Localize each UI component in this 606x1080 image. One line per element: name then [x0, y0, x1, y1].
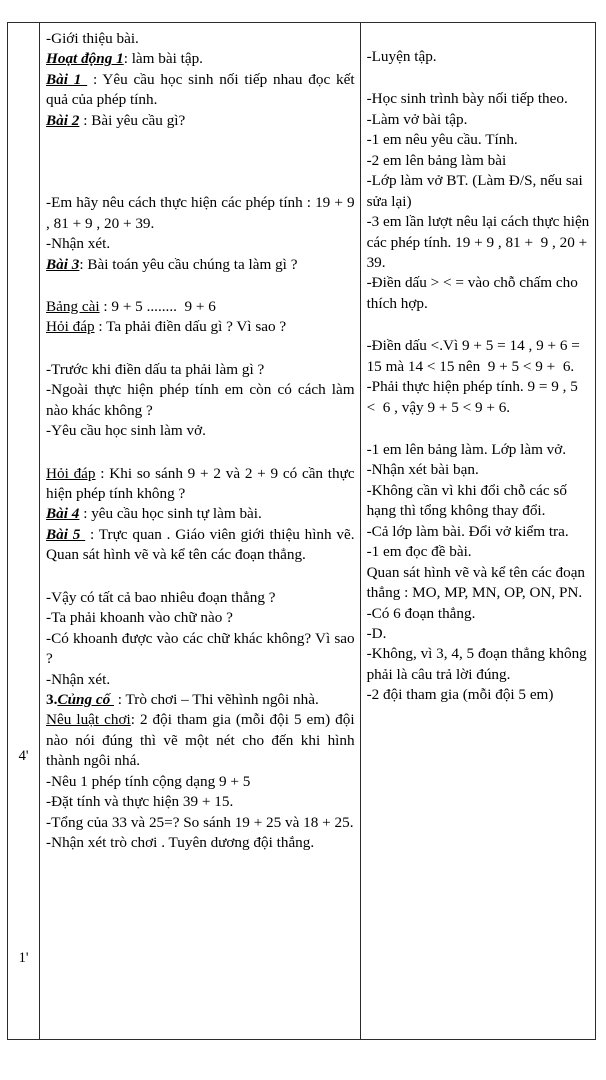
- student-activity-line: Quan sát hình vẽ và kể tên các đoạn thẳng : MO, MP, MN, OP, ON, PN.: [366, 563, 589, 602]
- teacher-activity-line: -Đặt tính và thực hiện 39 + 15.: [46, 793, 234, 811]
- exercise-heading: Bài 1: [46, 70, 88, 88]
- time-column-cell: [8, 23, 40, 1040]
- student-activity-line: -2 đội tham gia (mỗi đội 5 em): [366, 686, 554, 704]
- time-mark-1: 4': [18, 748, 29, 764]
- student-activity-line: -1 em lên bảng làm. Lớp làm vở.: [366, 441, 567, 458]
- teacher-activity-line: [46, 255, 355, 275]
- label-rest-text: : Ta phải điền dấu gì ? Vì sao ?: [94, 318, 287, 336]
- teacher-activity-line: -Em hãy nêu cách thực hiện các phép tính : 19 + 9 , 81 + 9 , 20 + 39.: [46, 194, 359, 232]
- teacher-activity-line: -Giới thiệu bài.: [46, 30, 139, 47]
- student-activity-line: -D.: [366, 624, 387, 642]
- teacher-activity-line: [46, 690, 355, 710]
- teacher-activity-line: -Yêu cầu học sinh làm vở.: [46, 422, 206, 440]
- teacher-activity-line: -Tổng của 33 và 25=? So sánh 19 + 25 và 18 + 25.: [46, 813, 354, 831]
- teacher-activities-cell: [40, 23, 361, 1040]
- teacher-activity-line: -Có khoanh được vào các chữ khác không? Vì sao ?: [46, 629, 359, 668]
- teacher-activity-line: [46, 317, 355, 337]
- student-activity-line: -Điền dấu > < = vào chỗ chấm cho thích hợp.: [366, 274, 582, 312]
- heading-rest-text: : Trực quan . Giáo viên giới thiệu hình vẽ. Quan sát hình vẽ và kể tên các đoạn thẳng.: [46, 525, 359, 564]
- underlined-label: Bảng cài: [46, 297, 100, 315]
- teacher-activity-line: [46, 111, 355, 131]
- exercise-heading: Bài 2: [46, 111, 80, 129]
- exercise-heading: Bài 4: [46, 505, 80, 523]
- underlined-label: Hỏi đáp: [46, 464, 96, 482]
- teacher-activity-line: -Nêu 1 phép tính cộng dạng 9 + 5: [46, 772, 251, 790]
- heading-rest-text: : Bài toán yêu cầu chúng ta làm gì ?: [79, 255, 298, 273]
- heading-rest-text: : yêu cầu học sinh tự làm bài.: [79, 505, 262, 523]
- teacher-activity-line: -Ta phải khoanh vào chữ nào ?: [46, 609, 233, 627]
- teacher-activity-line: -Nhận xét.: [46, 235, 111, 253]
- teacher-activity-line: [46, 504, 355, 524]
- student-activity-line: -Nhận xét bài bạn.: [366, 461, 479, 479]
- student-activity-line: -Không, vì 3, 4, 5 đoạn thẳng không phải là câu trả lời đúng.: [366, 645, 591, 683]
- time-marks-container: [8, 23, 39, 1039]
- teacher-activity-line: [46, 525, 359, 566]
- student-activity-line: -Điền dấu <.Vì 9 + 5 = 14 , 9 + 6 = 15 mà 14 < 15 nên 9 + 5 < 9 + 6.: [366, 337, 584, 375]
- student-activity-line: -3 em lần lượt nêu lại cách thực hiện các phép tính. 19 + 9 , 81 + 9 , 20 + 39.: [366, 213, 594, 271]
- teacher-activities-body: [40, 23, 360, 859]
- teacher-activity-line: [46, 464, 359, 505]
- heading-rest-text: : Yêu cầu học sinh nối tiếp nhau đọc kết quả của phép tính.: [46, 70, 359, 109]
- student-activities-body: [361, 23, 595, 712]
- paragraph-gap: [46, 442, 355, 464]
- paragraph-gap: [367, 314, 590, 336]
- paragraph-gap: [46, 338, 355, 360]
- teacher-activity-line: [46, 710, 359, 771]
- student-activity-line: -2 em lên bảng làm bài: [366, 151, 507, 169]
- paragraph-gap: [46, 131, 355, 193]
- teacher-activity-line: -Trước khi điền dấu ta phải làm gì ?: [46, 360, 265, 378]
- exercise-heading: Bài 5: [46, 525, 86, 543]
- teacher-activity-line: [46, 70, 359, 111]
- heading-rest-text: : Trò chơi – Thi vẽhình ngôi nhà.: [113, 690, 319, 708]
- section-heading: Củng cố: [57, 690, 114, 708]
- student-activity-line: -1 em nêu yêu cầu. Tính.: [366, 131, 518, 149]
- heading-rest-text: : Bài yêu cầu gì?: [79, 111, 186, 129]
- underlined-label: Nêu luật chơi: [46, 711, 131, 729]
- section-number: 3.: [46, 690, 58, 708]
- student-activity-line: -1 em đọc đề bài.: [366, 543, 472, 561]
- heading-rest-text: : làm bài tập.: [123, 50, 203, 68]
- student-activity-line: -Lớp làm vở BT. (Làm Đ/S, nếu sai sửa lại): [366, 172, 587, 210]
- teacher-activity-line: -Nhận xét trò chơi . Tuyên dương đội thắng.: [46, 834, 315, 851]
- paragraph-gap: [367, 67, 590, 89]
- teacher-activity-line: [46, 297, 355, 317]
- lesson-plan-table: [7, 22, 596, 1040]
- paragraph-gap: [46, 566, 355, 588]
- exercise-heading: Bài 3: [46, 255, 80, 273]
- label-rest-text: : 9 + 5 ........ 9 + 6: [99, 297, 216, 315]
- teacher-activity-line: -Ngoài thực hiện phép tính em còn có cách làm nào khác không ?: [46, 381, 359, 419]
- student-activity-line: -Cả lớp làm bài. Đổi vở kiểm tra.: [366, 522, 569, 540]
- student-activity-line: -Làm vở bài tập.: [366, 110, 468, 128]
- paragraph-gap: [367, 418, 590, 440]
- student-activity-line: -Không cần vì khi đổi chỗ các số hạng thì tổng không thay đổi.: [366, 481, 571, 520]
- paragraph-gap: [46, 275, 355, 297]
- label-rest-text: : Khi so sánh 9 + 2 và 2 + 9 có cần thực hiện phép tính không ?: [46, 464, 359, 502]
- underlined-label: Hỏi đáp: [46, 318, 95, 336]
- table-row: [8, 23, 596, 1040]
- student-activity-line: -Luyện tập.: [366, 48, 437, 65]
- label-rest-text: : 2 đội tham gia (mỗi đội 5 em) đội nào nói đúng thì vẽ một nét cho đến khi hình thành ngôi nhá.: [46, 711, 359, 770]
- exercise-heading: Hoạt động 1: [46, 50, 124, 68]
- student-activity-line: -Học sinh trình bày nối tiếp theo.: [366, 90, 568, 108]
- teacher-activity-line: -Vậy có tất cả bao nhiêu đoạn thẳng ?: [46, 588, 276, 606]
- student-activity-line: -Có 6 đoạn thẳng.: [366, 604, 476, 622]
- teacher-activity-line: [46, 49, 355, 69]
- paragraph-gap: [367, 29, 590, 47]
- teacher-activity-line: -Nhận xét.: [46, 670, 111, 688]
- student-activities-cell: [360, 23, 595, 1040]
- student-activity-line: -Phải thực hiện phép tính. 9 = 9 , 5 < 6 , vậy 9 + 5 < 9 + 6.: [366, 378, 582, 416]
- time-mark-2: 1': [18, 950, 29, 966]
